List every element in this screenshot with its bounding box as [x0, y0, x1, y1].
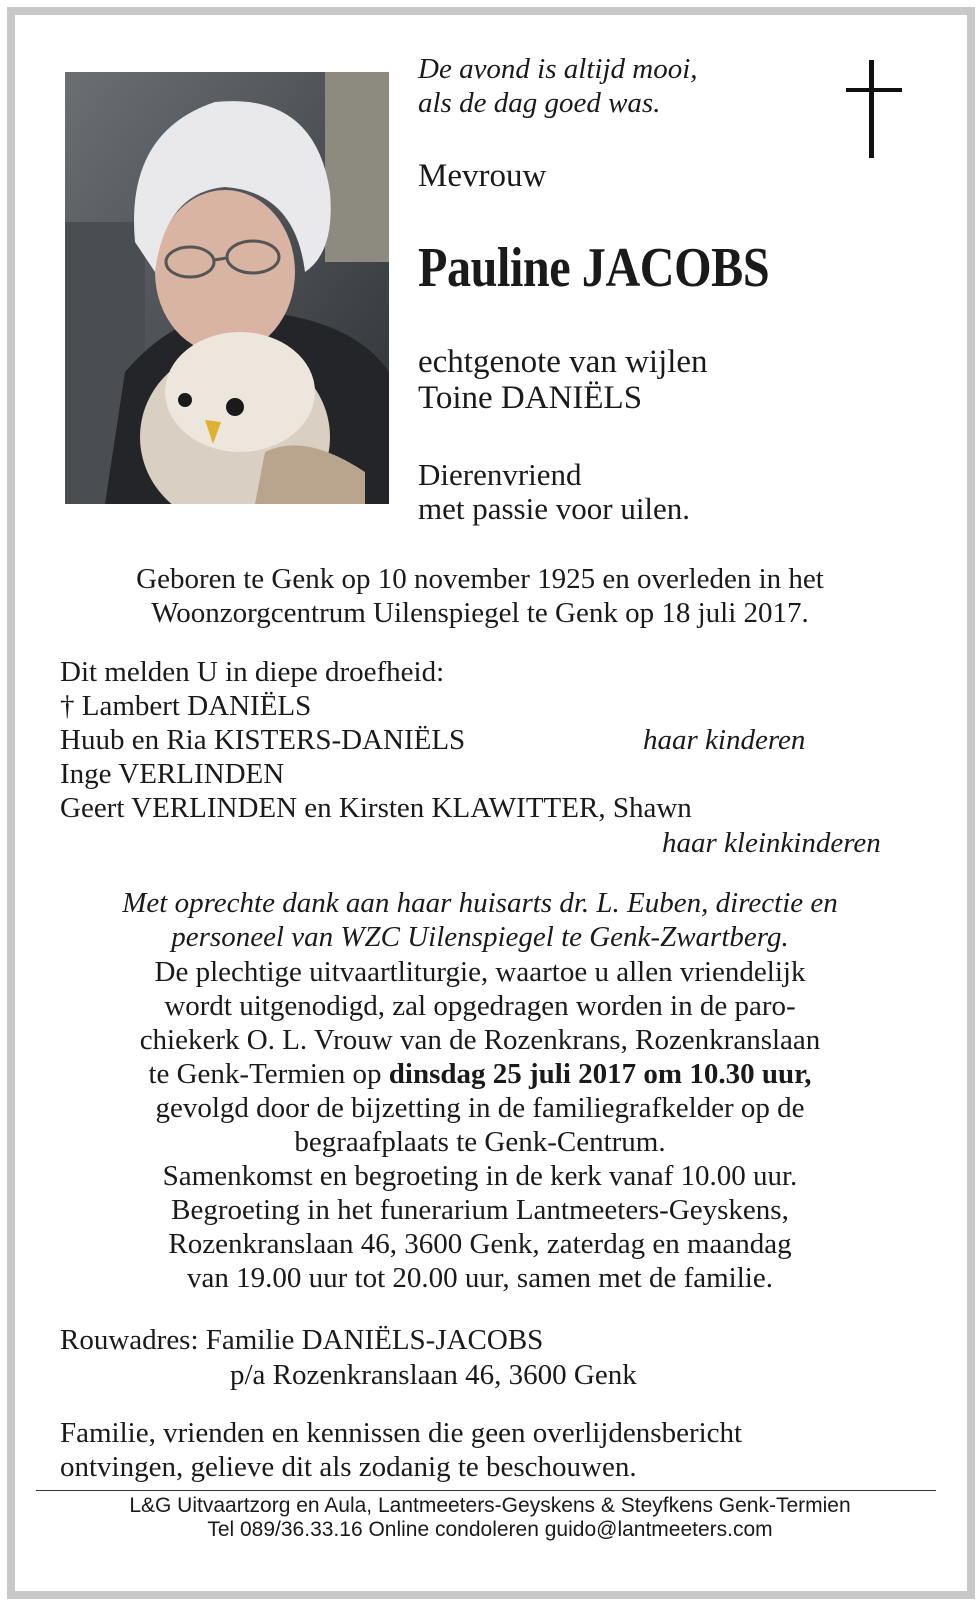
thanks-line: personeel van WZC Uilenspiegel te Genk-Zwartberg.: [171, 921, 789, 953]
birth-death-notice: [40, 562, 920, 630]
announcer-line: Inge VERLINDEN: [60, 758, 285, 790]
thanks-note: [40, 886, 920, 954]
role-grandchildren: haar kleinkinderen: [662, 827, 881, 859]
quote-line: als de dag goed was.: [418, 87, 661, 119]
announcer-line: Huub en Ria KISTERS-DANIËLS: [60, 724, 466, 756]
ceremony-line: Samenkomst en begroeting in de kerk vanaf 10.00 uur.: [162, 1160, 798, 1192]
ceremony-date: dinsdag 25 juli 2017 om 10.30 uur,: [388, 1058, 812, 1090]
role-children: haar kinderen: [643, 724, 806, 756]
ceremony-line: [40, 1057, 920, 1091]
ceremony-line: begraafplaats te Genk-Centrum.: [294, 1126, 666, 1158]
ceremony-line: gevolgd door de bijzetting in de familiegrafkelder op de: [155, 1092, 805, 1124]
epigraph-quote: [418, 52, 698, 120]
birth-death-line: Geboren te Genk op 10 november 1925 en overleden in het: [136, 563, 824, 595]
deceased-name: Pauline JACOBS: [418, 237, 770, 299]
honorific: Mevrouw: [418, 158, 547, 194]
spouse-line: Toine DANIËLS: [418, 380, 643, 416]
ceremony-line: van 19.00 uur tot 20.00 uur, samen met de familie.: [187, 1262, 773, 1294]
birth-death-line: Woonzorgcentrum Uilenspiegel te Genk op 18 juli 2017.: [151, 597, 809, 629]
description: [418, 458, 690, 526]
ceremony-line: chiekerk O. L. Vrouw van de Rozenkrans, Rozenkranslaan: [139, 1024, 821, 1056]
ceremony-line: De plechtige uitvaartliturgie, waartoe u allen vriendelijk: [154, 956, 806, 988]
quote-line: De avond is altijd mooi,: [418, 53, 698, 85]
announcer-line: † Lambert DANIËLS: [60, 690, 312, 722]
spouse-line: echtgenote van wijlen: [418, 344, 708, 380]
announcers-intro: Dit melden U in diepe droefheid:: [60, 656, 445, 688]
spouse-info: [418, 344, 708, 416]
ceremony-details: [40, 955, 920, 1295]
mourning-address-street: p/a Rozenkranslaan 46, 3600 Genk: [230, 1359, 637, 1391]
thanks-line: Met oprechte dank aan haar huisarts dr. L. Euben, directie en: [122, 887, 838, 919]
announcer-line: Geert VERLINDEN en Kirsten KLAWITTER, Shawn: [60, 792, 692, 824]
ceremony-line: wordt uitgenodigd, zal opgedragen worden in de paro-: [164, 990, 796, 1022]
ceremony-line: Rozenkranslaan 46, 3600 Genk, zaterdag en maandag: [168, 1228, 792, 1260]
closing-note: [60, 1416, 742, 1484]
funeral-home-footer: [40, 1494, 940, 1542]
ceremony-line: Begroeting in het funerarium Lantmeeters-Geyskens,: [171, 1194, 789, 1226]
cross-icon: [842, 60, 902, 158]
footer-divider: [36, 1490, 936, 1491]
mourning-address: Rouwadres: Familie DANIËLS-JACOBS: [60, 1324, 544, 1356]
closing-line: ontvingen, gelieve dit als zodanig te beschouwen.: [60, 1451, 637, 1483]
description-line: Dierenvriend: [418, 457, 582, 492]
ceremony-text: te Genk-Termien op: [148, 1058, 389, 1090]
portrait-photo: [65, 72, 389, 504]
closing-line: Familie, vrienden en kennissen die geen overlijdensbericht: [60, 1417, 743, 1449]
footer-line: Tel 089/36.33.16 Online condoleren guido@lantmeeters.com: [207, 1518, 773, 1541]
footer-line: L&G Uitvaartzorg en Aula, Lantmeeters-Geyskens & Steyfkens Genk-Termien: [129, 1494, 851, 1517]
description-line: met passie voor uilen.: [418, 491, 691, 526]
